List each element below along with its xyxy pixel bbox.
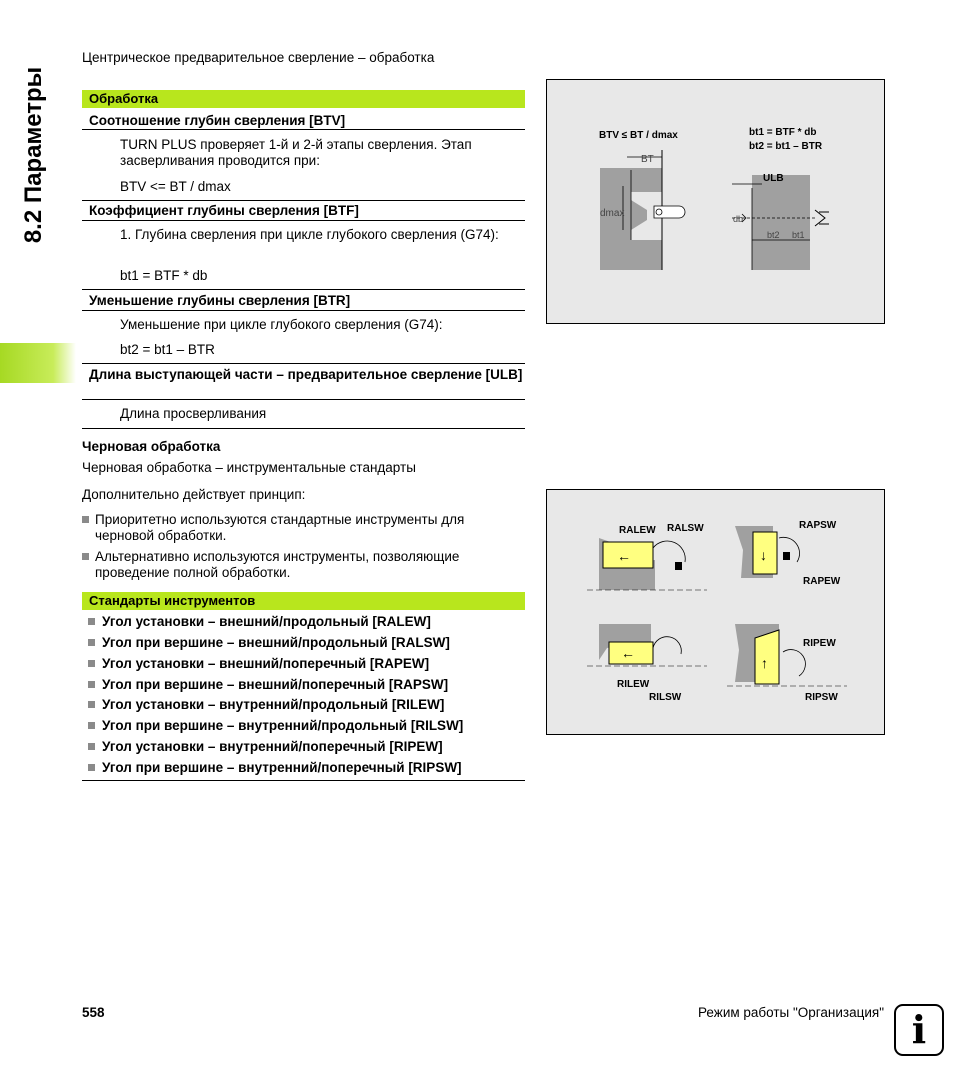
tool-tip-marker [783, 552, 790, 560]
arrow-up-icon: ↑ [761, 655, 768, 671]
bullet-square-icon [88, 660, 95, 667]
param-title-btr: Уменьшение глубины сверления [BTR] [89, 293, 351, 308]
param-desc-ulb: Длина просверливания [120, 406, 267, 421]
label-rapew: RAPEW [803, 576, 841, 587]
divider [82, 428, 525, 429]
tool-standard-text: Угол установки – внешний/продольный [RALEW] [102, 614, 431, 629]
arrow-left-icon: ← [621, 645, 635, 661]
drill-tool-right [815, 210, 829, 226]
label-ripsw: RIPSW [805, 692, 838, 703]
label-rilsw: RILSW [649, 692, 682, 703]
rough-line-2: Дополнительно действует принцип: [82, 487, 306, 502]
side-chapter-marker [0, 343, 76, 383]
tool-angles-diagram [547, 490, 884, 734]
arrow-down-icon: ↓ [760, 547, 767, 563]
param-desc-btr: Уменьшение при цикле глубокого сверления (G74): [120, 317, 443, 332]
formula-bt1: bt1 = BTF * db [749, 127, 817, 138]
divider [82, 363, 525, 364]
label-db: db [733, 214, 744, 224]
bullet-square-icon [88, 681, 95, 688]
workpiece-right [752, 175, 810, 270]
section-bar-processing: Обработка [82, 90, 525, 108]
arrow-left-icon: ← [617, 548, 631, 564]
bullet-square-icon [88, 764, 95, 771]
tool-standard-text: Угол при вершине – внутренний/поперечный [RIPSW] [102, 760, 462, 775]
page-header: Центрическое предварительное сверление – обработка [82, 50, 435, 65]
label-ralsw: RALSW [667, 523, 704, 534]
divider [82, 129, 525, 130]
param-formula-btr: bt2 = bt1 – BTR [120, 342, 215, 357]
tool-standard-text: Угол установки – внешний/поперечный [RAPEW] [102, 656, 430, 671]
bullet-square-icon [88, 618, 95, 625]
rough-line-1: Черновая обработка – инструментальные стандарты [82, 460, 416, 475]
bullet-square-icon [82, 516, 89, 523]
predrilling-diagram [547, 80, 884, 323]
ripsw-arc [783, 650, 805, 676]
param-formula-btv: BTV <= BT / dmax [120, 179, 231, 194]
tool-standard-text: Угол установки – внутренний/продольный [RILEW] [102, 697, 445, 712]
param-title-btv: Соотношение глубин сверления [BTV] [89, 113, 346, 128]
divider [82, 200, 525, 201]
tool-standard-text: Угол при вершине – внешний/продольный [RALSW] [102, 635, 450, 650]
label-bt2: bt2 [767, 230, 780, 240]
label-bt1: bt1 [792, 230, 805, 240]
info-glyph: i [911, 1007, 927, 1052]
rough-bullet-text: Альтернативно используются инструменты, позволяющие проведение полной обработки. [95, 549, 460, 580]
param-title-btf: Коэффициент глубины сверления [BTF] [89, 203, 359, 218]
section-bar-tool-standards: Стандарты инструментов [82, 592, 525, 610]
divider [82, 310, 525, 311]
tool-tip-marker [675, 562, 682, 570]
param-formula-btf: bt1 = BTF * db [120, 268, 208, 283]
divider [82, 780, 525, 781]
label-ulb: ULB [763, 173, 784, 184]
divider [82, 399, 525, 400]
tool-standard-text: Угол установки – внутренний/поперечный [RIPEW] [102, 739, 443, 754]
label-ralew: RALEW [619, 525, 656, 536]
divider [82, 289, 525, 290]
formula-btv: BTV ≤ BT / dmax [599, 130, 678, 141]
tool-standard-text: Угол при вершине – внутренний/продольный [RILSW] [102, 718, 464, 733]
side-title-text: 8.2 Параметры [20, 66, 47, 244]
label-bt: BT [641, 154, 654, 165]
param-desc-btv: TURN PLUS проверяет 1-й и 2-й этапы сверления. Этап засверливания проводится при: [120, 137, 472, 168]
tool-standard-text: Угол при вершине – внешний/поперечный [RAPSW] [102, 677, 449, 692]
param-desc-btf: 1. Глубина сверления при цикле глубокого сверления (G74): [120, 227, 499, 242]
side-chapter-title [14, 60, 54, 250]
bullet-square-icon [88, 743, 95, 750]
bullet-square-icon [88, 701, 95, 708]
rough-bullet-text: Приоритетно используются стандартные инструменты для черновой обработки. [95, 512, 465, 543]
param-title-ulb: Длина выступающей части – предварительное сверление [ULB] [89, 367, 523, 382]
label-rilew: RILEW [617, 679, 650, 690]
drill-tool-left [654, 206, 685, 218]
bullet-square-icon [88, 639, 95, 646]
bullet-square-icon [82, 553, 89, 560]
label-ripew: RIPEW [803, 638, 836, 649]
chapter-name: Режим работы "Организация" [698, 1005, 884, 1020]
label-dmax: dmax [600, 208, 625, 219]
figure-predrilling [546, 79, 885, 324]
bullet-square-icon [88, 722, 95, 729]
info-icon [894, 1004, 944, 1056]
figure-tool-standards [546, 489, 885, 735]
label-rapsw: RAPSW [799, 520, 837, 531]
ralsw-arc [653, 541, 685, 562]
formula-bt2: bt2 = bt1 – BTR [749, 141, 823, 152]
divider [82, 220, 525, 221]
rilsw-arc [653, 637, 681, 654]
rough-title: Черновая обработка [82, 439, 221, 454]
page-number: 558 [82, 1005, 105, 1020]
